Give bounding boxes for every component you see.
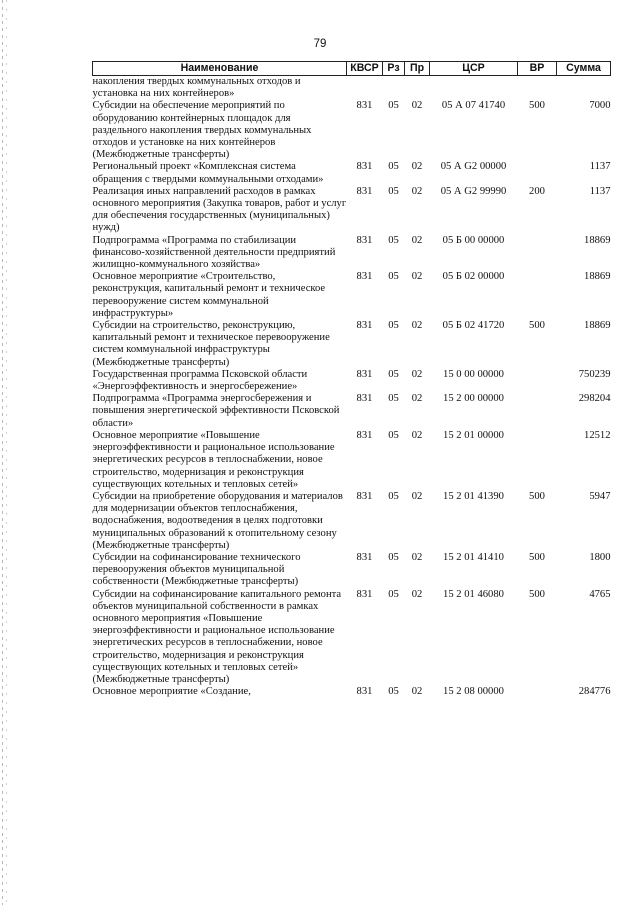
cell-vr	[518, 235, 557, 272]
cell-pr: 02	[411, 100, 423, 112]
scan-edge-artifact	[6, 0, 7, 905]
table-row	[93, 552, 611, 589]
table-header-row	[93, 62, 611, 76]
cell-vr	[518, 76, 557, 101]
cell-vr: 500	[529, 100, 545, 112]
cell-name: Региональный проект «Комплексная система обращения с твердыми коммунальными отходами»	[92, 161, 324, 185]
cell-kvsr: 831	[356, 551, 373, 563]
cell-rz: 05	[388, 234, 399, 246]
cell-sum: 5947	[589, 490, 611, 502]
table-row	[93, 320, 611, 369]
cell-kvsr: 831	[356, 368, 373, 380]
cell-pr: 02	[411, 551, 423, 563]
table-row	[93, 686, 611, 698]
table-row	[93, 161, 611, 185]
scan-edge-artifact	[2, 0, 3, 905]
cell-sum: 4765	[589, 588, 611, 600]
cell-pr: 02	[411, 393, 423, 405]
cell-name: Основное мероприятие «Строительство, реконструкция, капитальный ремонт и техническое перевооружение систем коммунальной инфраструктуры»	[92, 271, 326, 319]
cell-sum	[557, 76, 611, 101]
cell-pr: 02	[411, 234, 423, 246]
cell-sum: 1137	[589, 185, 611, 197]
cell-rz: 05	[388, 161, 399, 173]
cell-kvsr: 831	[356, 393, 373, 405]
cell-csr	[430, 76, 518, 101]
cell-sum: 12512	[584, 429, 611, 441]
cell-vr	[518, 271, 557, 320]
cell-pr: 02	[411, 686, 423, 698]
cell-name: Государственная программа Псковской области «Энергоэффективность и энергосбережение»	[92, 368, 308, 393]
cell-kvsr: 831	[356, 490, 373, 502]
cell-kvsr: 831	[356, 429, 373, 441]
cell-csr: 05 Б 02 41720	[442, 320, 505, 332]
cell-rz: 05	[388, 588, 399, 600]
table-row	[93, 589, 611, 687]
cell-vr: 500	[529, 551, 545, 563]
cell-kvsr: 831	[356, 686, 373, 698]
cell-csr: 15 2 01 41410	[443, 551, 504, 563]
cell-name: Субсидии на софинансирование технического перевооружения объектов муниципальной собственности (Межбюджетные трансферты)	[92, 551, 301, 588]
cell-sum: 18869	[584, 271, 611, 283]
cell-pr: 02	[411, 588, 423, 600]
table-row	[93, 430, 611, 491]
table-body	[93, 76, 611, 699]
cell-vr	[518, 393, 557, 430]
cell-sum: 298204	[578, 393, 611, 405]
cell-sum: 18869	[584, 234, 611, 246]
cell-csr: 15 2 01 41390	[443, 490, 504, 502]
table-row	[93, 491, 611, 552]
cell-vr: 500	[529, 490, 545, 502]
table-row	[93, 235, 611, 272]
cell-sum: 284776	[578, 686, 611, 698]
cell-kvsr	[347, 76, 383, 101]
cell-kvsr: 831	[356, 185, 373, 197]
cell-rz: 05	[388, 490, 399, 502]
cell-vr: 200	[529, 185, 545, 197]
cell-rz	[383, 76, 405, 101]
cell-name: Основное мероприятие «Повышение энергоэффективности и рациональное использование энергетических ресурсов в теплоснабжении, новое строительство, модернизация и реконструкция существующих котельных и тепловых сетей»	[92, 429, 335, 490]
header-kvsr: КВСР	[347, 62, 383, 76]
cell-rz: 05	[388, 320, 399, 332]
cell-name: Подпрограмма «Программа энергосбережения и повышения энергетической эффективности Псковской области»	[92, 393, 340, 429]
cell-csr: 15 2 01 00000	[443, 429, 504, 441]
cell-pr: 02	[411, 429, 423, 441]
cell-rz: 05	[388, 100, 399, 112]
cell-kvsr: 831	[356, 234, 373, 246]
cell-kvsr: 831	[356, 588, 373, 600]
cell-name: Субсидии на строительство, реконструкцию, капитальный ремонт и техническое перевооружение систем коммунальной инфраструктуры (Межбюджетные трансферты)	[92, 320, 330, 368]
cell-csr: 05 Б 00 00000	[442, 234, 505, 246]
cell-csr: 15 2 01 46080	[443, 588, 504, 600]
header-csr: ЦСР	[430, 62, 518, 76]
cell-name: Субсидии на приобретение оборудования и материалов для модернизации объектов теплоснабжения, водоснабжения, водоотведения в целях подготовки муниципальных образований к отопительному сезону (Межбюджетные трансферты)	[92, 490, 343, 551]
cell-csr: 05 А 07 41740	[441, 100, 506, 112]
cell-rz: 05	[388, 271, 399, 283]
cell-vr	[518, 369, 557, 393]
cell-name: Подпрограмма «Программа по стабилизации финансово-хозяйственной деятельности предприятий жилищно-коммунального хозяйства»	[92, 234, 336, 271]
cell-csr: 05 А G2 99990	[440, 185, 507, 197]
cell-pr	[405, 76, 430, 101]
table-row	[93, 271, 611, 320]
cell-sum: 750239	[578, 368, 611, 380]
cell-pr: 02	[411, 320, 423, 332]
cell-pr: 02	[411, 368, 423, 380]
cell-vr	[518, 430, 557, 491]
cell-pr: 02	[411, 185, 423, 197]
cell-pr: 02	[411, 161, 423, 173]
cell-csr: 05 Б 02 00000	[442, 271, 505, 283]
cell-csr: 15 0 00 00000	[443, 368, 504, 380]
cell-rz: 05	[388, 368, 399, 380]
cell-name: Субсидии на софинансирование капитального ремонта объектов муниципальной собственности в рамках основного мероприятия «Повышение энергоэффективности и рациональное использование энергетических ресурсов в теплоснабжении, новое строительство, модернизация и реконструкция существующих котельных и тепловых сетей» (Межбюджетные трансферты)	[92, 588, 342, 685]
cell-kvsr: 831	[356, 161, 373, 173]
cell-vr	[518, 686, 557, 698]
table-row	[93, 100, 611, 161]
budget-table	[92, 61, 611, 698]
cell-rz: 05	[388, 393, 399, 405]
cell-name: Реализация иных направлений расходов в рамках основного мероприятия (Закупка товаров, работ и услуг для обеспечения государственных (муниципальных) нужд)	[92, 185, 347, 234]
header-sum: Сумма	[557, 62, 611, 76]
cell-csr: 05 А G2 00000	[440, 161, 507, 173]
header-pr: Пр	[405, 62, 430, 76]
table-row	[93, 369, 611, 393]
cell-pr: 02	[411, 490, 423, 502]
cell-rz: 05	[388, 429, 399, 441]
cell-pr: 02	[411, 271, 423, 283]
cell-vr	[518, 161, 557, 185]
cell-rz: 05	[388, 551, 399, 563]
header-rz: Рз	[383, 62, 405, 76]
page-number: 79	[313, 38, 327, 50]
cell-csr: 15 2 00 00000	[443, 393, 504, 405]
cell-name: Основное мероприятие «Создание,	[92, 686, 251, 698]
cell-rz: 05	[388, 686, 399, 698]
header-vr: ВР	[518, 62, 557, 76]
cell-rz: 05	[388, 185, 399, 197]
cell-sum: 18869	[584, 320, 611, 332]
cell-vr: 500	[529, 588, 545, 600]
cell-kvsr: 831	[356, 100, 373, 112]
table-row	[93, 76, 611, 101]
cell-kvsr: 831	[356, 320, 373, 332]
cell-sum: 1137	[589, 161, 611, 173]
cell-kvsr: 831	[356, 271, 373, 283]
table-row	[93, 186, 611, 235]
cell-name: накопления твердых коммунальных отходов и установка на них контейнеров»	[92, 76, 301, 100]
cell-vr: 500	[529, 320, 545, 332]
header-name: Наименование	[93, 62, 347, 76]
cell-csr: 15 2 08 00000	[443, 686, 504, 698]
cell-sum: 1800	[589, 551, 611, 563]
table-row	[93, 393, 611, 430]
cell-sum: 7000	[589, 100, 611, 112]
cell-name: Субсидии на обеспечение мероприятий по оборудованию контейнерных площадок для раздельного накопления твердых коммунальных отходов и установке на них контейнеров (Межбюджетные трансферты)	[92, 100, 312, 161]
